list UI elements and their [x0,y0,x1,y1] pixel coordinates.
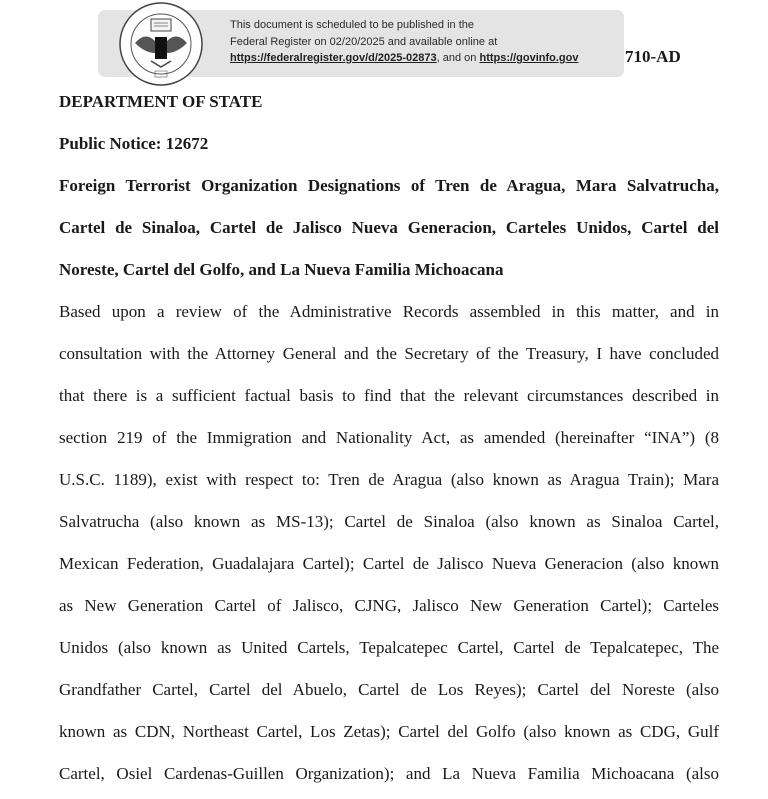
title-line: Cartel de Sinaloa, Cartel de Jalisco Nueva Generacion, Carteles Unidos, Cartel del [59,218,719,237]
title-line: Foreign Terrorist Organization Designations of Tren de Aragua, Mara Salvatrucha, [59,176,719,195]
publication-notice [230,17,578,67]
body-line: U.S.C. 1189), exist with respect to: Tren de Aragua (also known as Aragua Train); Mara [59,470,719,489]
banner-connector-text: , and on [436,52,480,64]
body-line: section 219 of the Immigration and Nationality Act, as amended (hereinafter “INA”) (8 [59,428,719,447]
banner-line-3 [230,50,578,67]
govinfo-link[interactable]: https://govinfo.gov [479,52,579,64]
title-line: Noreste, Cartel del Golfo, and La Nueva Familia Michoacana [59,260,504,279]
body-line: Mexican Federation, Guadalajara Cartel); Cartel de Jalisco Nueva Generacion (also known [59,554,719,573]
banner-line-1: This document is scheduled to be published in the [230,19,474,31]
body-line: Based upon a review of the Administrative Records assembled in this matter, and in [59,302,719,321]
body-line: Grandfather Cartel, Cartel del Abuelo, Cartel de Los Reyes); Cartel del Noreste (also [59,680,719,699]
nara-seal-logo [117,1,205,87]
body-line: Unidos (also known as United Cartels, Tepalcatepec Cartel, Cartel de Tepalcatepec, The [59,638,719,657]
body-line: Cartel, Osiel Cardenas-Guillen Organization); and La Nueva Familia Michoacana (also [59,764,719,783]
federal-register-link[interactable]: https://federalregister.gov/d/2025-02873 [230,52,437,64]
department-heading: DEPARTMENT OF STATE [59,92,263,111]
body-line: as New Generation Cartel of Jalisco, CJNG, Jalisco New Generation Cartel); Carteles [59,596,719,615]
body-line: known as CDN, Northeast Cartel, Los Zetas); Cartel del Golfo (also known as CDG, Gulf [59,722,719,741]
body-line: Salvatrucha (also known as MS-13); Cartel de Sinaloa (also known as Sinaloa Cartel, [59,512,719,531]
agency-code: 710-AD [625,47,681,66]
body-line: that there is a sufficient factual basis to find that the relevant circumstances described in [59,386,719,405]
public-notice-number: Public Notice: 12672 [59,134,209,153]
body-line: consultation with the Attorney General and the Secretary of the Treasury, I have concluded [59,344,719,363]
banner-line-2: Federal Register on 02/20/2025 and available online at [230,35,498,48]
